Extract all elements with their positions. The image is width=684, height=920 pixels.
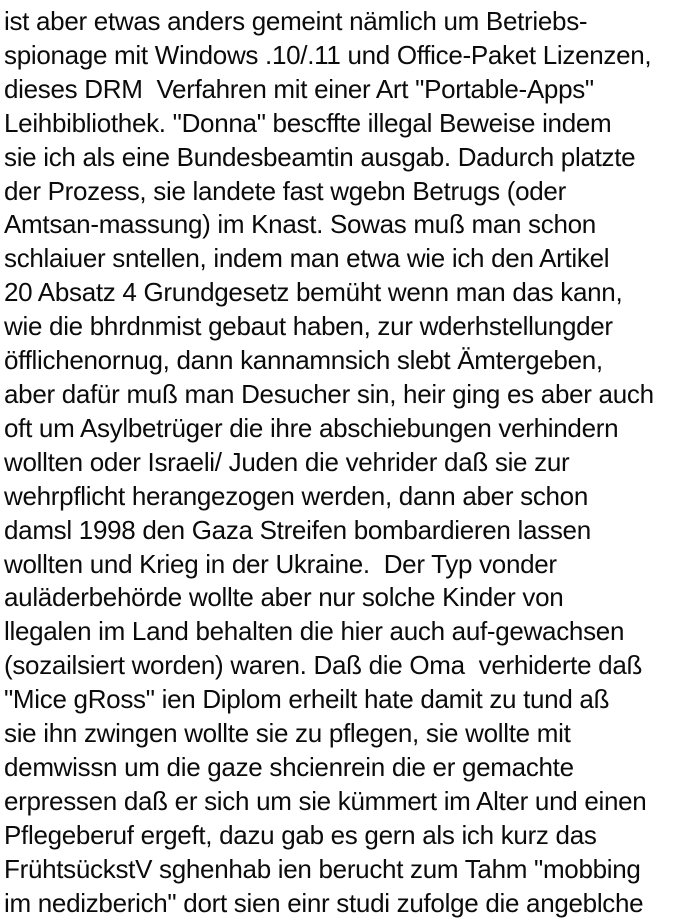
text-line: oft um Asylbetrüger die ihre abschiebungen verhindern: [4, 412, 619, 443]
text-line: spionage mit Windows .10/.11 und Office-Paket Lizenzen,: [4, 39, 652, 70]
text-line: llegalen im Land behalten die hier auch auf-gewachsen: [4, 616, 625, 647]
text-line: FrühtsückstV sghenhab ien berucht zum Tahm "mobbing: [4, 853, 641, 884]
text-line: wie die bhrdnmist gebaut haben, zur wderhstellungder: [4, 311, 613, 342]
text-line: schlaiuer sntellen, indem man etwa wie ich den Artikel: [4, 243, 610, 274]
text-line: ist aber etwas anders gemeint nämlich um Betriebs-: [4, 6, 588, 36]
text-line: demwissn um die gaze shcienrein die er gemachte: [4, 751, 574, 782]
text-line: Pflegeberuf ergeft, dazu gab es gern als ich kurz das: [4, 819, 597, 850]
text-line: erpressen daß er sich um sie kümmert im Alter und einen: [4, 785, 647, 816]
text-line: im nedizberich" dort sien einr studi zufolge die angeblche: [4, 887, 644, 918]
text-line: dieses DRM Verfahren mit einer Art "Portable-Apps": [4, 73, 594, 104]
text-line: wollten und Krieg in der Ukraine. Der Typ vonder: [4, 548, 557, 579]
text-line: Amtsan-massung) im Knast. Sowas muß man schon: [4, 209, 596, 240]
text-line: auläderbehörde wollte aber nur solche Kinder von: [4, 582, 564, 613]
text-line: damsl 1998 den Gaza Streifen bombardieren lassen: [4, 514, 591, 545]
text-line: "Mice gRoss" ien Diplom erheilt hate damit zu tund aß: [4, 684, 610, 715]
text-line: wehrpflicht herangezogen werden, dann aber schon: [4, 480, 589, 511]
text-line: der Prozess, sie landete fast wgebn Betrugs (oder: [4, 175, 566, 206]
text-line: Leihbibliothek. "Donna" bescffte illegal Beweise indem: [4, 107, 612, 138]
text-line: sie ich als eine Bundesbeamtin ausgab. Dadurch platzte: [4, 141, 636, 172]
text-line: (sozailsiert worden) waren. Daß die Oma verhiderte daß: [4, 650, 643, 681]
text-line: sie ihn zwingen wollte sie zu pflegen, sie wollte mit: [4, 718, 571, 749]
text-line: öfflichenornug, dann kannamnsich slebt Ämtergeben,: [4, 345, 603, 376]
text-line: aber dafür muß man Desucher sin, heir ging es aber auch: [4, 378, 654, 409]
text-line: wollten oder Israeli/ Juden die vehrider daß sie zur: [4, 446, 570, 477]
text-line: 20 Absatz 4 Grundgesetz bemüht wenn man das kann,: [4, 277, 623, 308]
